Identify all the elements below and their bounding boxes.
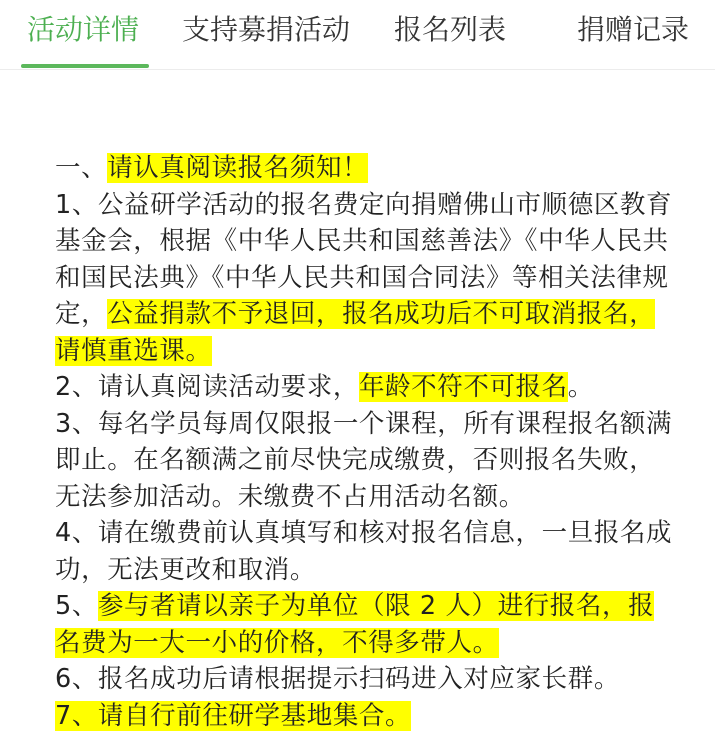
item1-text: 1、公益研学活动的报名费定向捐赠佛山市顺德区教育基金会，根据《中华人民共和国慈善法》《中华人民共和国民法典》《中华人民共和国合同法》等相关法律规定， xyxy=(55,189,673,329)
heading-text: 请认真阅读报名须知！ xyxy=(107,153,369,183)
item2-suffix: 。 xyxy=(567,372,594,402)
item2-highlight: 年龄不符不可报名 xyxy=(358,372,568,402)
notice-item-2 xyxy=(55,369,675,406)
item1-highlight: 公益捐款不予退回，报名成功后不可取消报名，请慎重选课。 xyxy=(55,299,656,366)
notice-item-4: 4、请在缴费前认真填写和核对报名信息，一旦报名成功，无法更改和取消。 xyxy=(55,518,673,585)
tab-bar xyxy=(0,0,715,70)
notice-item-5 xyxy=(55,588,675,661)
tab-support-fundraising[interactable]: 支持募捐活动 xyxy=(182,13,351,46)
bottom-fade xyxy=(0,735,715,745)
item7-highlight: 7、请自行前往研学基地集合。 xyxy=(55,700,412,731)
notice-heading xyxy=(55,150,675,187)
heading-prefix: 一、 xyxy=(55,153,108,183)
item5-prefix: 5、 xyxy=(55,591,98,621)
tab-donation-records[interactable]: 捐赠记录 xyxy=(577,13,690,46)
notice-item-6: 6、报名成功后请根据提示扫码进入对应家长群。 xyxy=(55,664,620,694)
tab-activity-details[interactable]: 活动详情 xyxy=(27,13,140,46)
notice-item-7 xyxy=(55,698,675,735)
item2-text: 2、请认真阅读活动要求， xyxy=(55,372,359,402)
active-tab-indicator xyxy=(21,64,149,68)
notice-item-3: 3、每名学员每周仅限报一个课程，所有课程报名额满即止。在名额满之前尽快完成缴费，否则报名失败，无法参加活动。未缴费不占用活动名额。 xyxy=(55,408,673,512)
item5-highlight: 参与者请以亲子为单位（限 2 人）进行报名，报名费为一大一小的价格，不得多带人。 xyxy=(55,591,655,658)
notice-item-1 xyxy=(55,187,675,370)
activity-detail-content xyxy=(55,150,675,734)
tab-registration-list[interactable]: 报名列表 xyxy=(394,13,507,46)
